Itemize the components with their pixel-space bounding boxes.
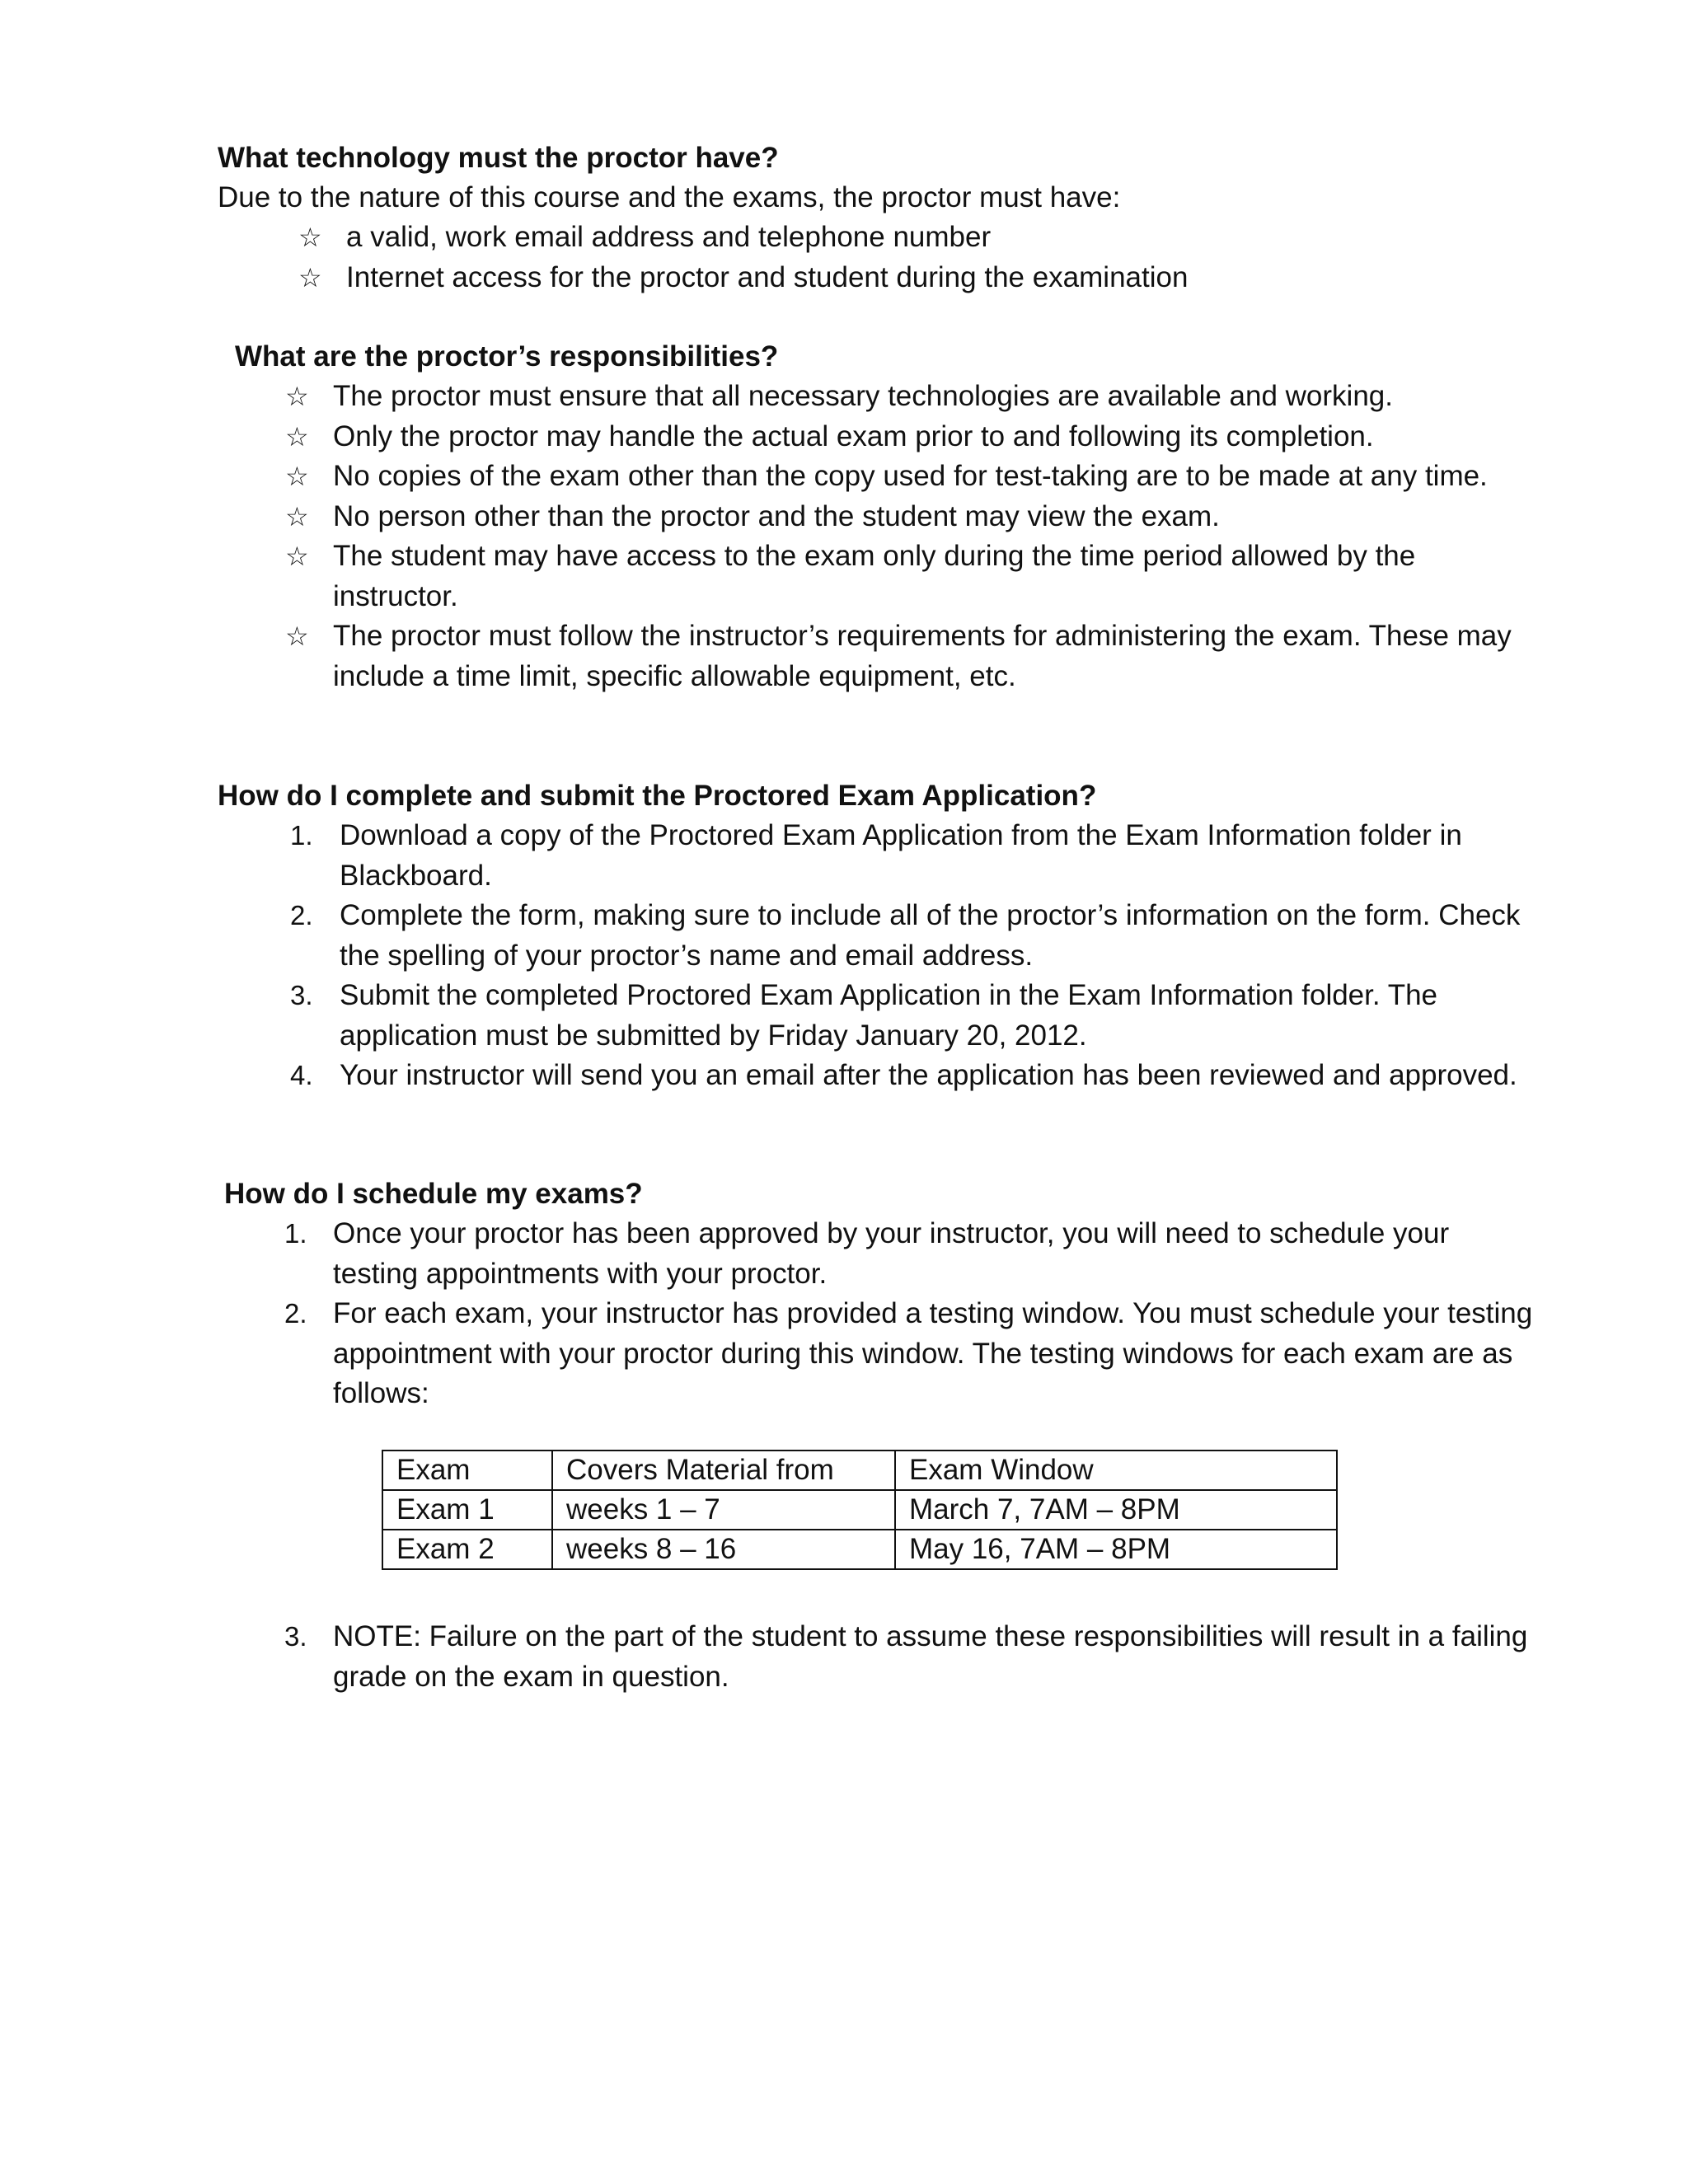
application-steps-list (290, 816, 1536, 1096)
responsibilities-heading: What are the proctor’s responsibilities? (235, 340, 779, 373)
list-item-text: a valid, work email address and telephone number (346, 221, 992, 253)
list-item (285, 537, 1530, 616)
list-item-text: Only the proctor may handle the actual exam prior to and following its completion. (333, 419, 1374, 452)
exam-window-table (382, 1450, 1338, 1570)
list-item (285, 616, 1530, 696)
list-item-text: No person other than the proctor and the student may view the exam. (333, 499, 1220, 532)
list-item (284, 1214, 1536, 1294)
list-item (290, 1056, 1536, 1096)
list-number: 3. (290, 980, 313, 1010)
list-number: 2. (290, 900, 313, 930)
table-cell: Exam 1 (382, 1490, 552, 1530)
list-item (284, 1294, 1536, 1414)
list-item-text: Submit the completed Proctored Exam Application in the Exam Information folder. The application must be submitted by Friday January 20, 2012. (340, 979, 1437, 1052)
list-item (290, 816, 1536, 896)
list-item-text: Download a copy of the Proctored Exam Application from the Exam Information folder in Blackboard. (340, 819, 1462, 892)
list-number: 4. (290, 1060, 313, 1090)
list-item-text: Internet access for the proctor and student during the examination (346, 260, 1189, 293)
star-bullet-icon: ☆ (285, 541, 309, 572)
star-bullet-icon: ☆ (285, 500, 309, 532)
star-bullet-icon: ☆ (285, 621, 309, 652)
list-item (285, 377, 1530, 417)
table-row (382, 1490, 1337, 1530)
star-bullet-icon: ☆ (285, 420, 309, 452)
note-text: NOTE: Failure on the part of the student to assume these responsibilities will result in a failing grade on the exam in question. (333, 1620, 1528, 1693)
table-header-cell: Exam Window (895, 1451, 1337, 1490)
list-number: 1. (290, 820, 313, 851)
list-item (285, 497, 1530, 537)
list-item-text: No copies of the exam other than the copy used for test-taking are to be made at any time. (333, 460, 1488, 492)
table-header-cell: Exam (382, 1451, 552, 1490)
table-cell: weeks 8 – 16 (552, 1530, 895, 1569)
list-item-text: The proctor must follow the instructor’s requirements for administering the exam. These may include a time limit, specific allowable equipment, etc. (333, 620, 1512, 692)
list-item (285, 457, 1530, 497)
responsibilities-list (285, 377, 1530, 696)
table-cell: Exam 2 (382, 1530, 552, 1569)
list-item (284, 1617, 1536, 1697)
star-bullet-icon: ☆ (298, 261, 322, 293)
table-header-cell: Covers Material from (552, 1451, 895, 1490)
technology-intro: Due to the nature of this course and the exams, the proctor must have: (218, 181, 1121, 213)
list-number: 3. (284, 1621, 307, 1652)
list-item-text: Once your proctor has been approved by your instructor, you will need to schedule your testing appointments with your proctor. (333, 1217, 1450, 1290)
star-bullet-icon: ☆ (285, 461, 309, 492)
technology-heading: What technology must the proctor have? (218, 142, 779, 174)
list-number: 1. (284, 1218, 307, 1249)
star-bullet-icon: ☆ (285, 381, 309, 412)
list-item (285, 417, 1530, 457)
list-item-text: Complete the form, making sure to include all of the proctor’s information on the form. Check the spelling of your proctor’s name and email address. (340, 899, 1521, 972)
list-item-text: The student may have access to the exam only during the time period allowed by the instructor. (333, 540, 1416, 612)
schedule-heading: How do I schedule my exams? (224, 1178, 643, 1210)
list-item (290, 976, 1536, 1056)
application-heading: How do I complete and submit the Proctored Exam Application? (218, 780, 1097, 812)
technology-list (298, 218, 1535, 298)
schedule-note-list (284, 1617, 1536, 1697)
table-cell: weeks 1 – 7 (552, 1490, 895, 1530)
list-item (298, 258, 1535, 298)
list-item-text: The proctor must ensure that all necessary technologies are available and working. (333, 380, 1393, 412)
list-item-text: For each exam, your instructor has provided a testing window. You must schedule your testing appointment with your proctor during this window. The testing windows for each exam are as follows: (333, 1297, 1533, 1409)
list-item (290, 896, 1536, 976)
table-header-row (382, 1451, 1337, 1490)
star-bullet-icon: ☆ (298, 222, 322, 253)
list-item (298, 218, 1535, 258)
schedule-steps-list (284, 1214, 1536, 1414)
table-cell: March 7, 7AM – 8PM (895, 1490, 1337, 1530)
list-number: 2. (284, 1298, 307, 1329)
list-item-text: Your instructor will send you an email after the application has been reviewed and approved. (340, 1059, 1517, 1091)
table-row (382, 1530, 1337, 1569)
table-cell: May 16, 7AM – 8PM (895, 1530, 1337, 1569)
